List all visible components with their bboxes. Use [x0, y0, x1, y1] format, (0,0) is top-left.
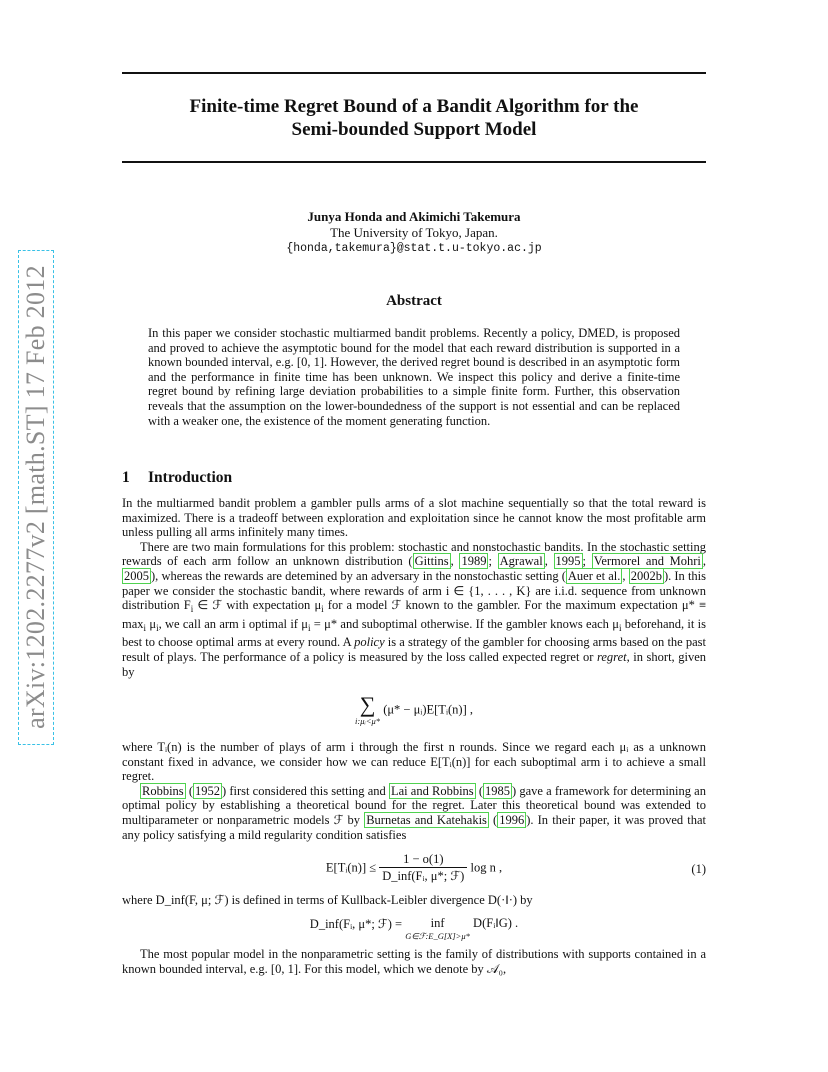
p2-regret-term: regret — [596, 649, 627, 664]
eq2-rhs: D(Fᵢ‖G) . — [473, 916, 519, 930]
sum-limits: i:μᵢ<μ* — [355, 716, 381, 726]
cite-year-auer[interactable]: 2002b — [630, 568, 662, 583]
paragraph-6: The most popular model in the nonparametric setting is the family of distributions with supports contained in a known bounded interval, e.g. [0, 1]. For this model, which we denote by 𝒜₀, — [122, 947, 706, 976]
paragraph-2: There are two main formulations for this problem: stochastic and nonstochastic bandits. In the stochastic setting rewards of each arm follow an unknown distribution ( Gittins , 1989 ; Agrawal , 1995 ; Vermorel and Mohri , 2005 ), whereas the rewards are detemined by an adversary in the nonstochastic setting ( Auer et al. , 2002b ). In this paper we consider the stochastic bandit, where rewards of arm i ∈ {1, . . . , K} are i.i.d. sequence from unknown distribution $F_i$ ∈ ℱ with expectation $\mu_i$ for a model ℱ known to the gambler. For the maximum expectation $\mu* \equiv \max_i \mu_i$, we call an arm i optimal if $\mu_i = \mu*$ and suboptimal otherwise. If the gambler knows each $\mu_i$ beforehand, it is best to choose optimal arms at every round. A policy is a strategy of the gambler for choosing arms based on the past result of plays. The performance of a policy is measured by the loss called expected regret or regret, in short, given by — [122, 539, 707, 679]
cite-year-burnetas[interactable]: 1996 — [499, 812, 525, 827]
p2-text-k: , in short, given by — [122, 649, 707, 679]
eq1-numerator: 1 − o(1) — [379, 852, 467, 868]
p2-text-f: μ — [146, 616, 157, 631]
title-rule-bottom — [122, 161, 706, 163]
eq1-denominator: D_inf(Fᵢ, μ*; ℱ) — [382, 869, 465, 883]
title-line-2: Semi-bounded Support Model — [291, 119, 537, 140]
intro-body-4 — [122, 947, 706, 976]
cite-link-vermorel[interactable]: Vermorel and Mohri — [593, 554, 701, 569]
paragraph-1: In the multiarmed bandit problem a gambler pulls arms of a slot machine sequentially so that the total reward is maximized. There is a tradeoff between exploration and exploitation since he cannot know the most profitable arm unless pulling all arms infinitely many times. — [122, 496, 706, 540]
abstract-text: In this paper we consider stochastic multiarmed bandit problems. Recently a policy, DMED, is proposed and proved to achieve the asymptotic bound for the model that each reward distribution is supported in a known bounded interval, e.g. [0, 1]. However, the derived regret bound is described in an asymptotic form and the performance in finite time has been unknown. We inspect this policy and derive a finite-time regret bound by refining large deviation probabilities to a simple finite form. Further, this observation reveals that the assumption on the lower-boundedness of the support is not essential and can be replaced with a weaker one, the existence of the moment generating function. — [148, 326, 680, 428]
equation-dinf — [122, 916, 706, 942]
eq2-inf-operator: inf G∈ℱ:E_G[X]>μ* — [405, 916, 470, 941]
sum-body: (μ* − μᵢ)E[Tᵢ(n)] , — [383, 702, 473, 717]
eq1-lhs: E[Tᵢ(n)] ≤ — [325, 860, 377, 875]
p2-policy-term: policy — [354, 635, 385, 650]
cite-link-gittins[interactable]: Gittins — [414, 554, 449, 569]
p2-text-e: for a model ℱ known to the gambler. For the maximum expectation μ* ≡ max — [122, 598, 707, 631]
p2-text-d: ∈ ℱ with expectation μ — [193, 598, 322, 613]
p2-text-i: beforehand, it is best to choose optimal arms at every round. A — [122, 616, 707, 650]
cite-year-gittins[interactable]: 1989 — [461, 554, 487, 569]
eq2-lhs: D_inf(Fᵢ, μ*; ℱ) = — [309, 917, 403, 931]
sum-operator: ∑ i:μᵢ<μ* — [355, 692, 381, 726]
p2-text-b: ), whereas the rewards are detemined by an adversary in the nonstochastic setting ( — [151, 568, 566, 583]
paragraph-4: Robbins ( 1952 ) first considered this setting and Lai and Robbins ( 1985 ) gave a framework for determining an optimal policy by establishing a theoretical bound for the regret. Later this theoretical bound was extended to multiparameter or nonparametric models ℱ by Burnetas and Katehakis ( 1996 ). In their paper, it was proved that any policy satisfying a mild regularity condition satisfies — [122, 783, 706, 842]
intro-body-2 — [122, 740, 706, 842]
regret-sum-equation — [122, 694, 706, 726]
paragraph-5: where D_inf(F, μ; ℱ) is defined in terms of Kullback-Leibler divergence D(·‖·) by — [122, 893, 533, 907]
cite-year-lai[interactable]: 1985 — [485, 783, 511, 798]
p4-text-a: first considered this setting and — [226, 783, 389, 798]
p2-text-j: is a strategy of the gambler for choosing arms based on the past result of plays. The performance of a policy is measured by the loss called expected regret or — [122, 635, 707, 664]
author-email: {honda,takemura}@stat.t.u-tokyo.ac.jp — [286, 242, 542, 255]
paper-title — [122, 95, 706, 141]
p4-text-c: . In their paper, it was proved that any policy satisfying a mild regularity condition satisfies — [122, 812, 706, 842]
equation-1 — [122, 852, 706, 884]
p2-text-h: = μ* and suboptimal otherwise. If the gambler knows each μ — [310, 616, 619, 631]
section-heading — [122, 469, 232, 487]
cite-year-agrawal[interactable]: 1995 — [555, 554, 581, 569]
title-rule-top — [122, 72, 706, 74]
intro-body-1 — [122, 496, 706, 679]
author-names: Junya Honda and Akimichi Takemura — [307, 209, 521, 224]
equation-number: (1) — [691, 862, 706, 876]
p2-text-g: , we call an arm i optimal if μ — [158, 616, 308, 631]
cite-year-vermorel[interactable]: 2005 — [124, 568, 149, 583]
abstract-heading: Abstract — [386, 293, 442, 309]
intro-body-3 — [122, 893, 706, 908]
author-affiliation: The University of Tokyo, Japan. — [330, 225, 498, 240]
cite-link-robbins[interactable]: Robbins — [142, 783, 184, 798]
eq1-rhs: log n , — [470, 860, 503, 875]
paragraph-3: where Tᵢ(n) is the number of plays of arm i through the first n rounds. Since we regard each μᵢ as a unknown constant fixed in advance, we consider how we can reduce E[Tᵢ(n)] for each suboptimal arm i to achieve a small regret. — [122, 740, 706, 784]
author-block — [122, 209, 706, 257]
cite-link-auer[interactable]: Auer et al. — [567, 568, 621, 583]
eq1-fraction — [379, 852, 467, 884]
cite-link-burnetas[interactable]: Burnetas and Katehakis — [366, 812, 487, 827]
section-number: 1 — [122, 469, 130, 486]
section-title: Introduction — [148, 469, 233, 486]
p2-text-c: ). In this paper we consider the stochastic bandit, where rewards of arm i ∈ {1, . . . , K} are i.i.d. sequence from unknown distribution F — [122, 568, 707, 613]
p2-text-a: There are two main formulations for this problem: stochastic and nonstochastic bandits. In the stochastic setting rewards of each arm follow an unknown distribution ( — [122, 539, 706, 569]
cite-year-robbins[interactable]: 1952 — [195, 783, 221, 798]
cite-link-agrawal[interactable]: Agrawal — [499, 554, 543, 569]
title-line-1: Finite-time Regret Bound of a Bandit Algorithm for the — [189, 96, 639, 117]
arxiv-identifier: arXiv:1202.2277v2 [math.ST] 17 Feb 2012 — [21, 265, 50, 729]
cite-link-lai[interactable]: Lai and Robbins — [390, 783, 474, 798]
p4-text-b: gave a framework for determining an optimal policy by establishing a theoretical bound for the regret. Later this theoretical bound was extended to multiparameter or nonparametric models ℱ by — [122, 783, 706, 827]
